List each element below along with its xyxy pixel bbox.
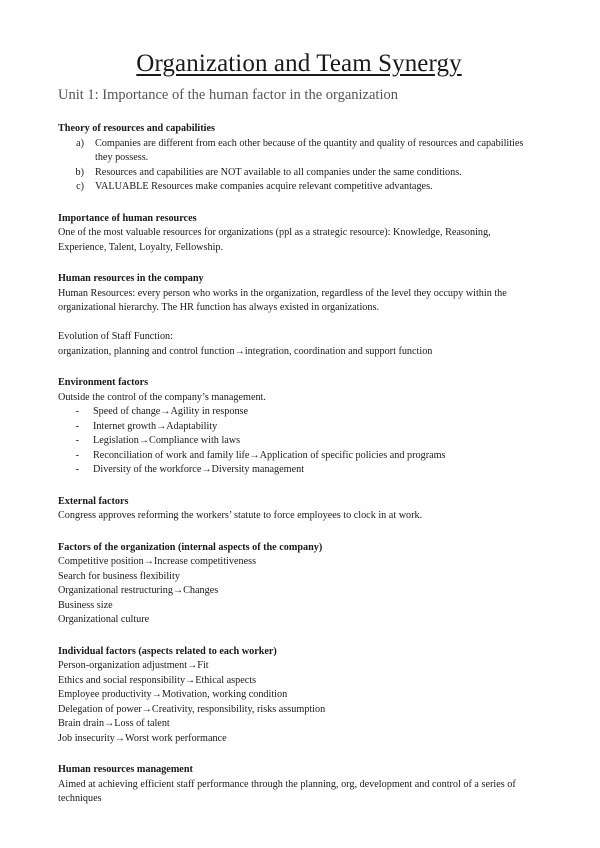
section-heading: Theory of resources and capabilities xyxy=(58,123,215,134)
text-line: Employee productivity→Motivation, working condition xyxy=(58,689,288,700)
text-line: Organizational culture xyxy=(58,614,150,625)
evolution-label: Evolution of Staff Function: xyxy=(58,331,173,342)
text-line: Organizational restructuring→Changes xyxy=(58,585,219,596)
list-marker: c) xyxy=(76,181,84,192)
section-importance xyxy=(58,212,540,256)
list-item-text: Resources and capabilities are NOT available to all companies under the same conditions. xyxy=(95,166,462,178)
text-line: Competitive position→Increase competitiveness xyxy=(58,556,257,567)
list-marker: - xyxy=(75,449,79,461)
section-organization xyxy=(58,541,540,628)
list-marker: - xyxy=(75,435,79,446)
text-line: Delegation of power→Creativity, responsibility, risks assumption xyxy=(58,703,326,715)
list-item-text: Diversity of the workforce→Diversity management xyxy=(93,464,305,475)
section-hrm xyxy=(58,763,540,807)
section-heading: Importance of human resources xyxy=(58,212,197,224)
list-marker: - xyxy=(75,464,79,475)
alpha-list xyxy=(58,137,540,195)
section-heading: Factors of the organization (internal aspects of the company) xyxy=(58,541,323,553)
list-marker: a) xyxy=(76,137,84,149)
text-line: Business size xyxy=(58,599,113,611)
document-title: Organization and Team Synergy xyxy=(136,50,462,77)
section-external xyxy=(58,495,540,524)
list-item xyxy=(58,449,540,464)
list-item-text: Companies are different from each other because of the quantity and quality of resources and capabilities they possess. xyxy=(95,137,524,163)
list-item xyxy=(58,166,540,181)
section-heading: Human resources in the company xyxy=(58,273,204,284)
list-item-text: Internet growth→Adaptability xyxy=(93,420,218,432)
paragraph: Human Resources: every person who works in the organization, regardless of the level they occupy within the organizational hierarchy. The HR function has always existed in organizations. xyxy=(58,287,507,313)
section-heading: Human resources management xyxy=(58,764,193,775)
list-item xyxy=(58,405,540,420)
list-marker: b) xyxy=(75,166,84,178)
paragraph: Congress approves reforming the workers’ statute to force employees to clock in at work. xyxy=(58,510,423,521)
list-item xyxy=(58,180,540,195)
list-item xyxy=(58,434,540,449)
paragraph: Outside the control of the company’s management. xyxy=(58,391,266,403)
text-line: Search for business flexibility xyxy=(58,570,180,582)
list-item-text: VALUABLE Resources make companies acquire relevant competitive advantages. xyxy=(95,181,433,192)
section-environment xyxy=(58,376,540,478)
dash-list xyxy=(58,405,540,478)
text-line: Brain drain→Loss of talent xyxy=(58,718,170,729)
section-hr-company xyxy=(58,272,540,359)
text-line: Ethics and social responsibility→Ethical aspects xyxy=(58,674,257,686)
paragraph: Aimed at achieving efficient staff performance through the planning, org, development and control of a series of techniques xyxy=(58,778,516,804)
section-heading: External factors xyxy=(58,495,129,507)
list-marker: - xyxy=(75,420,79,432)
list-marker: - xyxy=(75,406,79,417)
section-theory xyxy=(58,122,540,195)
list-item-text: Reconciliation of work and family life→Application of specific policies and programs xyxy=(93,449,446,461)
list-item-text: Legislation→Compliance with laws xyxy=(93,435,241,446)
section-individual xyxy=(58,645,540,747)
text-line: Job insecurity→Worst work performance xyxy=(58,732,227,744)
list-item xyxy=(58,137,540,166)
section-heading: Individual factors (aspects related to each worker) xyxy=(58,645,277,657)
list-item-text: Speed of change→Agility in response xyxy=(93,406,249,417)
evolution-text: organization, planning and control function→integration, coordination and support function xyxy=(58,345,433,357)
list-item xyxy=(58,463,540,478)
text-line: Person-organization adjustment→Fit xyxy=(58,660,209,671)
list-item xyxy=(58,420,540,435)
unit-subtitle: Unit 1: Importance of the human factor in the organization xyxy=(58,87,398,103)
paragraph: One of the most valuable resources for organizations (ppl as a strategic resource): Knowledge, Reasoning, Experience, Talent, Loyalty, Fellowship. xyxy=(58,227,491,253)
section-heading: Environment factors xyxy=(58,377,149,388)
